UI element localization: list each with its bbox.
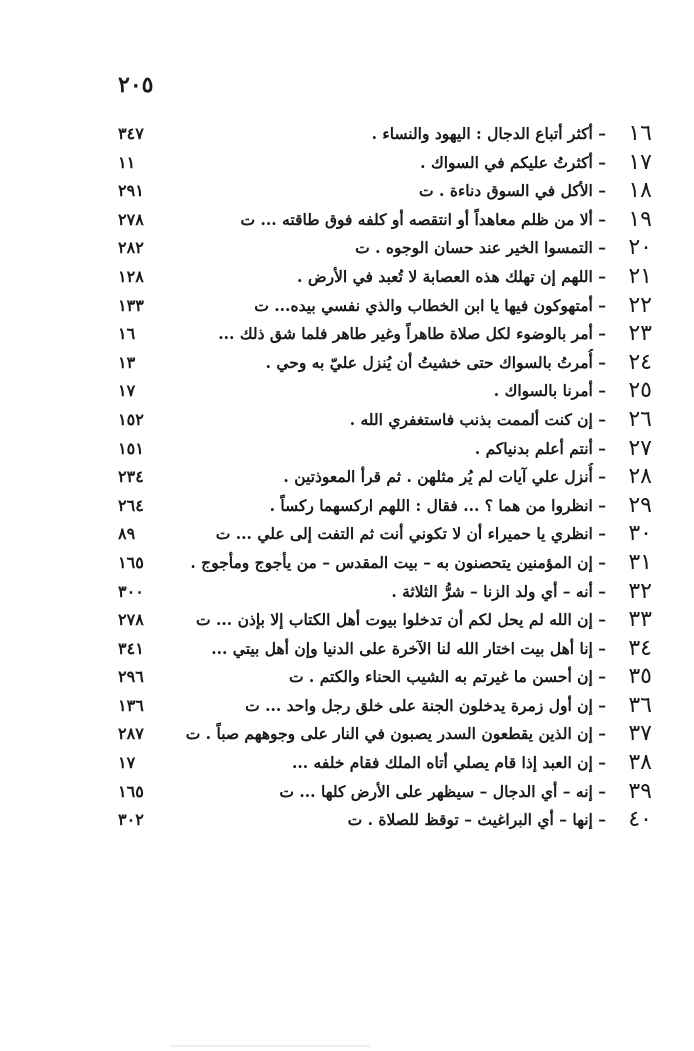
page-reference: ١٥١ bbox=[118, 438, 144, 458]
entry-text: – أنه – أي ولد الزنا – شرُّ الثلاثة . bbox=[391, 581, 606, 601]
list-item bbox=[0, 206, 694, 235]
entry-text: – إنها – أي البراغيث – توقظ للصلاة . ت bbox=[347, 810, 606, 830]
entry-text: – أكثر أتباع الدجال : اليهود والنساء . bbox=[371, 124, 606, 143]
entry-text: – أمر بالوضوء لكل صلاة طاهراً وغير طاهر فلما شق ذلك ... bbox=[218, 324, 606, 344]
entry-text: – إن أحسن ما غيرتم به الشيب الحناء والكتم . ت bbox=[288, 667, 606, 687]
page-reference: ١٧ bbox=[118, 753, 136, 773]
entry-number: ٢٨ bbox=[628, 464, 652, 490]
page-reference: ٢٩١ bbox=[118, 181, 144, 201]
entry-number: ٢٣ bbox=[628, 321, 652, 347]
page-reference: ٢٧٨ bbox=[118, 209, 144, 229]
entry-number: ٣٥ bbox=[628, 664, 652, 690]
page-reference: ٣٤٧ bbox=[118, 124, 144, 143]
entry-number: ٣٩ bbox=[628, 778, 652, 804]
entry-number: ٣٣ bbox=[628, 607, 652, 633]
page-reference: ٢٧٨ bbox=[118, 610, 144, 630]
entry-number: ٤٠ bbox=[628, 807, 652, 833]
page-reference: ٣٠٢ bbox=[118, 810, 144, 830]
entry-text: – أمرنا بالسواك . bbox=[493, 381, 606, 401]
page-reference: ١٣٣ bbox=[118, 295, 144, 315]
page-reference: ١٥٢ bbox=[118, 409, 144, 429]
list-item bbox=[0, 349, 694, 378]
list-item bbox=[0, 492, 694, 521]
page-reference: ٨٩ bbox=[118, 524, 136, 544]
entry-text: – إن الله لم يحل لكم أن تدخلوا بيوت أهل الكتاب إلا بإذن ... ت bbox=[196, 610, 606, 630]
list-item bbox=[0, 692, 694, 721]
page-reference: ٢٩٦ bbox=[118, 667, 144, 687]
entry-number: ٣٦ bbox=[628, 692, 652, 718]
page-reference: ١٣ bbox=[118, 352, 136, 372]
entry-text: – انظري يا حميراء أن لا تكوني أنت ثم التفت إلى علي ... ت bbox=[215, 524, 606, 544]
list-item bbox=[0, 663, 694, 692]
entry-text: – أمتهوكون فيها يا ابن الخطاب والذي نفسي بيده... ت bbox=[254, 295, 606, 315]
entry-number: ٣١ bbox=[628, 549, 652, 575]
list-item bbox=[0, 149, 694, 178]
page-reference: ٢٦٤ bbox=[118, 495, 144, 515]
entry-number: ٢٦ bbox=[628, 406, 652, 432]
entry-text: – أُنزل علي آيات لم يُر مثلهن . ثم قرأ المعوذتين . bbox=[283, 467, 606, 487]
page-reference: ٣٤١ bbox=[118, 638, 144, 658]
entry-text: – التمسوا الخير عند حسان الوجوه . ت bbox=[355, 238, 606, 258]
entry-number: ٢٥ bbox=[628, 378, 652, 404]
entry-number: ١٦ bbox=[628, 121, 652, 146]
list-item bbox=[0, 263, 694, 292]
list-item bbox=[0, 806, 694, 835]
page-reference: ١٧ bbox=[118, 381, 136, 401]
scan-smudge bbox=[170, 1045, 370, 1047]
page-reference: ١٣٦ bbox=[118, 695, 144, 715]
entry-number: ٣٠ bbox=[628, 521, 652, 547]
page-reference: ٣٠٠ bbox=[118, 581, 144, 601]
list-item bbox=[0, 578, 694, 607]
page-reference: ٢٣٤ bbox=[118, 467, 144, 487]
entry-number: ٢٩ bbox=[628, 492, 652, 518]
entry-text: – إن كنت ألممت بذنب فاستغفري الله . bbox=[349, 409, 606, 429]
entry-number: ٢٤ bbox=[628, 349, 652, 375]
list-item bbox=[0, 234, 694, 263]
entry-text: – إنا أهل بيت اختار الله لنا الآخرة على الدنيا وإن أهل بيتي ... bbox=[211, 638, 606, 658]
entry-text: – إن أول زمرة يدخلون الجنة على خلق رجل واحد ... ت bbox=[245, 695, 606, 715]
entry-number: ١٨ bbox=[628, 178, 652, 204]
entry-number: ١٩ bbox=[628, 206, 652, 232]
page-reference: ١٢٨ bbox=[118, 266, 144, 286]
entry-number: ١٧ bbox=[628, 149, 652, 175]
list-item bbox=[0, 120, 694, 149]
entry-number: ٢١ bbox=[628, 263, 652, 289]
entry-number: ٢٢ bbox=[628, 292, 652, 318]
entry-text: – إن العبد إذا قام يصلي أتاه الملك فقام خلفه ... bbox=[291, 753, 606, 773]
hadith-index-list bbox=[0, 120, 694, 835]
entry-text: – أكثرتُ عليكم في السواك . bbox=[420, 152, 606, 172]
list-item bbox=[0, 463, 694, 492]
list-item bbox=[0, 749, 694, 778]
page-reference: ١٦٥ bbox=[118, 781, 144, 801]
list-item bbox=[0, 778, 694, 807]
entry-text: – إن الذين يقطعون السدر يصبون في النار على وجوههم صباً . ت bbox=[185, 724, 606, 744]
list-item bbox=[0, 520, 694, 549]
entry-number: ٣٧ bbox=[628, 721, 652, 747]
entry-text: – إن المؤمنين يتحصنون به – بيت المقدس – من يأجوج ومأجوج . bbox=[190, 552, 606, 572]
entry-text: – الأكل في السوق دناءة . ت bbox=[419, 181, 606, 201]
entry-number: ٣٢ bbox=[628, 578, 652, 604]
list-item bbox=[0, 635, 694, 664]
entry-text: – إنه – أي الدجال – سيظهر على الأرض كلها ... ت bbox=[279, 781, 606, 801]
entry-number: ٢٠ bbox=[628, 235, 652, 261]
list-item bbox=[0, 320, 694, 349]
list-item bbox=[0, 406, 694, 435]
entry-text: – اللهم إن تهلك هذه العصابة لا تُعبد في الأرض . bbox=[297, 266, 606, 286]
entry-text: – أُمرتُ بالسواك حتى خشيتُ أن يُنزل عليّ به وحي . bbox=[265, 352, 606, 372]
list-item bbox=[0, 549, 694, 578]
entry-text: – أنتم أعلم بدنياكم . bbox=[474, 438, 606, 458]
page-reference: ١١ bbox=[118, 152, 136, 172]
page-reference: ٢٨٧ bbox=[118, 724, 144, 744]
list-item bbox=[0, 606, 694, 635]
entry-number: ٣٤ bbox=[628, 635, 652, 661]
list-item bbox=[0, 720, 694, 749]
list-item bbox=[0, 435, 694, 464]
list-item bbox=[0, 292, 694, 321]
entry-text: – انظروا من هما ؟ ... فقال : اللهم اركسهما ركساً . bbox=[269, 495, 606, 515]
list-item bbox=[0, 177, 694, 206]
page-reference: ١٦ bbox=[118, 324, 136, 344]
entry-number: ٣٨ bbox=[628, 750, 652, 776]
page-number: ٢٠٥ bbox=[118, 72, 154, 98]
entry-number: ٢٧ bbox=[628, 435, 652, 461]
list-item bbox=[0, 377, 694, 406]
page-reference: ١٦٥ bbox=[118, 552, 144, 572]
entry-text: – ألا من ظلم معاهداً أو انتقصه أو كلفه فوق طاقته ... ت bbox=[240, 209, 606, 229]
page-reference: ٢٨٢ bbox=[118, 238, 144, 258]
